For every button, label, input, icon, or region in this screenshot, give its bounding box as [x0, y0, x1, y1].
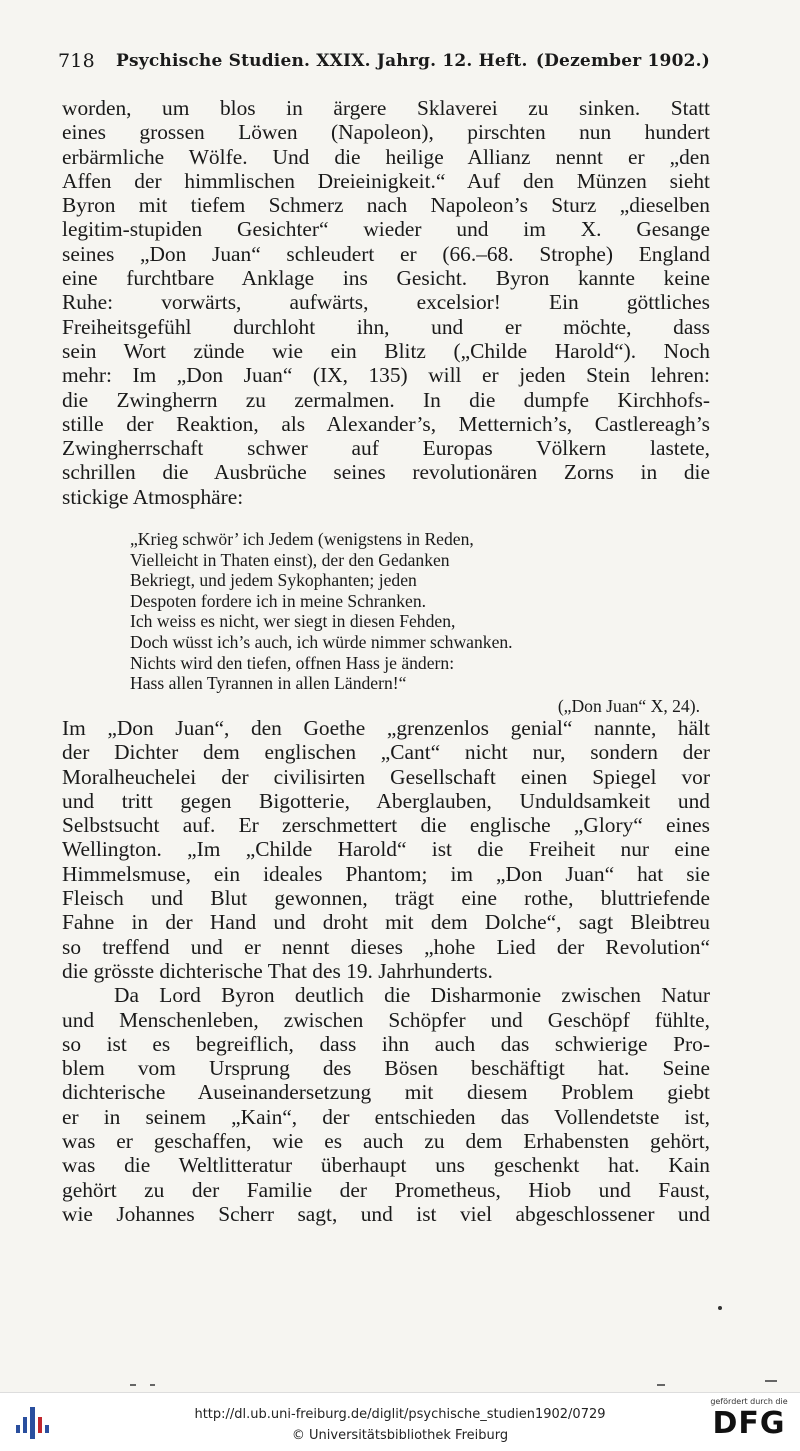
text-line: schrillen die Ausbrüche seines revolutionären Zorns in die	[62, 460, 710, 485]
text-line: die grösste dichterische That des 19. Jahrhunderts.	[62, 958, 493, 983]
text-line: Im „Don Juan“, den Goethe „grenzenlos genial“ nannte, hält	[62, 716, 710, 740]
text-line: Freiheitsgefühl durchloht ihn, und er möchte, dass	[62, 314, 710, 339]
poem-verse: Bekriegt, und jedem Sykophanten; jeden	[130, 570, 417, 591]
copyright-notice: © Universitätsbibliothek Freiburg	[291, 1428, 509, 1443]
journal-title: Psychische Studien. XXIX. Jahrg. 12. Heft.	[116, 51, 528, 71]
text-line: legitim-stupiden Gesichter“ wieder und im X. Gesange	[62, 217, 710, 242]
text-line: Wellington. „Im „Childe Harold“ ist die Freiheit nur eine	[62, 837, 710, 862]
text-line: so ist es begreiflich, dass ihn auch das schwierige Pro-	[62, 1031, 710, 1056]
text-line: stille der Reaktion, als Alexander’s, Metternich’s, Castlereagh’s	[62, 411, 710, 436]
text-line: was die Weltlitteratur überhaupt uns geschenkt hat. Kain	[62, 1153, 710, 1178]
page-number: 718	[58, 50, 95, 72]
poem-verse: Nichts wird den tiefen, offnen Hass je ändern:	[130, 652, 455, 673]
text-line: die Zwingherrn zu zermalmen. In die dumpfe Kirchhofs-	[62, 387, 710, 412]
text-line: er in seinem „Kain“, der entschieden das Vollendetste ist,	[62, 1104, 710, 1129]
text-line: Affen der himmlischen Dreieinigkeit.“ Auf den Münzen sieht	[62, 168, 710, 193]
text-line: was er geschaffen, wie es auch zu dem Erhabensten gehört,	[62, 1129, 710, 1154]
text-line: Himmelsmuse, ein ideales Phantom; im „Don Juan“ hat sie	[62, 861, 710, 886]
poem-source: („Don Juan“ X, 24).	[557, 695, 700, 716]
text-line: eines grossen Löwen (Napoleon), pirschten nun hundert	[62, 120, 710, 145]
text-line: wie Johannes Scherr sagt, und ist viel abgeschlossener und	[62, 1201, 710, 1226]
dfg-logo-text: DFG	[712, 1406, 786, 1441]
text-line: mehr: Im „Don Juan“ (IX, 135) will er jeden Stein lehren:	[62, 363, 710, 388]
ink-speck	[657, 1384, 665, 1386]
permalink-url[interactable]: http://dl.ub.uni-freiburg.de/diglit/psychische_studien1902/0729	[194, 1407, 606, 1422]
poem-verse: Vielleicht in Thaten einst), der den Gedanken	[130, 549, 450, 570]
text-line: Fleisch und Blut gewonnen, trägt eine rothe, bluttriefende	[62, 886, 710, 911]
text-line: erbärmliche Wölfe. Und die heilige Allianz nennt er „den	[62, 144, 710, 169]
text-line: und Menschenleben, zwischen Schöpfer und Geschöpf fühlte,	[62, 1007, 710, 1032]
text-line: Ruhe: vorwärts, aufwärts, excelsior! Ein göttliches	[62, 290, 710, 315]
text-line: gehört zu der Familie der Prometheus, Hiob und Faust,	[62, 1177, 710, 1202]
text-line: eine furchtbare Anklage ins Gesicht. Byron kannte keine	[62, 266, 710, 291]
dfg-funded-label: gefördert durch die	[710, 1397, 788, 1406]
ink-speck	[765, 1380, 777, 1382]
running-header	[58, 50, 710, 76]
viewer-footer	[0, 1392, 800, 1451]
text-line: und tritt gegen Bigotterie, Aberglauben, Unduldsamkeit und	[62, 788, 710, 813]
text-line: der Dichter dem englischen „Cant“ nicht nur, sondern der	[62, 740, 710, 765]
ink-speck	[718, 1306, 722, 1310]
body-text-bottom	[62, 716, 710, 1226]
poem-quotation	[130, 529, 710, 716]
text-line: worden, um blos in ärgere Sklaverei zu sinken. Statt	[62, 96, 710, 120]
text-line: Byron mit tiefem Schmerz nach Napoleon’s Sturz „dieselben	[62, 193, 710, 218]
poem-verse: Ich weiss es nicht, wer siegt in diesen Fehden,	[130, 611, 456, 632]
ink-speck	[150, 1384, 155, 1386]
text-line: Moralheuchelei der civilisirten Gesellschaft einen Spiegel vor	[62, 764, 710, 789]
text-line: stickige Atmosphäre:	[62, 484, 244, 509]
text-line: dichterische Auseinandersetzung mit diesem Problem giebt	[62, 1080, 710, 1105]
ink-speck	[130, 1384, 136, 1386]
poem-verse: „Krieg schwör’ ich Jedem (wenigstens in Reden,	[130, 529, 474, 549]
dfg-logo	[706, 1397, 792, 1447]
poem-verse: Despoten fordere ich in meine Schranken.	[130, 590, 427, 611]
poem-verse: Doch wüsst ich’s auch, ich würde nimmer schwanken.	[130, 631, 513, 652]
text-line: seines „Don Juan“ schleudert er (66.–68. Strophe) England	[62, 241, 710, 266]
text-line: Zwingherrschaft schwer auf Europas Völkern lastete,	[62, 436, 710, 461]
text-line: Selbstsucht auf. Er zerschmettert die englische „Glory“ eines	[62, 813, 710, 838]
text-line: Fahne in der Hand und droht mit dem Dolche“, sagt Bleibtreu	[62, 910, 710, 935]
body-text-top	[62, 96, 710, 509]
text-line: sein Wort zünde wie ein Blitz („Childe Harold“). Noch	[62, 338, 710, 363]
poem-verse: Hass allen Tyrannen in allen Ländern!“	[130, 673, 407, 694]
issue-date: (Dezember 1902.)	[535, 51, 710, 71]
text-line: Da Lord Byron deutlich die Disharmonie zwischen Natur	[114, 983, 710, 1008]
text-line: blem vom Ursprung des Bösen beschäftigt hat. Seine	[62, 1056, 710, 1081]
text-line: so treffend und er nennt dieses „hohe Lied der Revolution“	[62, 934, 710, 959]
